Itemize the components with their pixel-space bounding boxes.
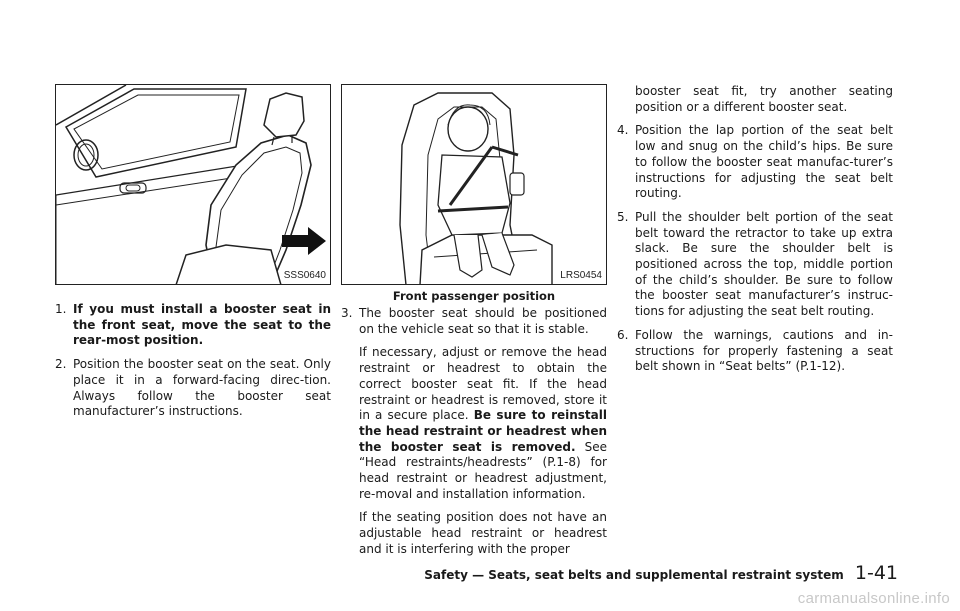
item-number: 1. [55, 302, 67, 316]
item-text: The booster seat should be positioned on the vehicle seat so that it is stable. [359, 306, 607, 336]
paragraph-text: If necessary, adjust or remove the head restraint or headrest to obtain the correct booster seat fit. If the head restraint or headrest is removed, store it in a secure place. [359, 345, 607, 423]
continued-text: booster seat fit, try another seating position or a different booster seat. [635, 84, 893, 114]
item-text: If you must install a booster seat in the front seat, move the seat to the rear-most position. [73, 302, 331, 348]
booster-seat-illustration [341, 84, 607, 285]
item-number: 5. [617, 209, 629, 224]
front-seat-drawing [56, 85, 331, 285]
item-number: 3. [341, 306, 353, 320]
list-item-5 [617, 210, 893, 320]
item-text: Position the booster seat on the seat. Only place it in a forward-facing direc-tion. Always follow the booster seat manufacturer’s instructions. [73, 357, 331, 419]
item-number: 4. [617, 123, 629, 138]
paragraph-text-reference: See “Head restraints/headrests” (P.1-8) for head restraint or headrest adjustment, re-moval and installation information. [359, 439, 607, 501]
figure-caption: Front passenger position [392, 289, 556, 303]
column-3 [617, 84, 893, 383]
figure-code: SSS0640 [283, 270, 326, 281]
column-1 [55, 302, 331, 428]
item-number: 2. [55, 357, 67, 372]
item-number: 6. [617, 327, 629, 342]
section-title: Safety — Seats, seat belts and supplemental restraint system [424, 568, 844, 582]
column-2 [341, 306, 607, 566]
paragraph-head-restraint [341, 345, 607, 502]
page-number: 1-41 [854, 562, 898, 584]
list-item-4 [617, 123, 893, 202]
figure-code: LRS0454 [560, 270, 602, 281]
list-item-6 [617, 328, 893, 375]
item-text: Follow the warnings, cautions and in-structions for properly fastening a seat belt shown in “Seat belts” (P.1-12). [635, 327, 893, 374]
item-text: Pull the shoulder belt portion of the seat belt toward the retractor to take up extra slack. Be sure the shoulder belt is positioned across the top, middle portion of the child’s shoulder. Be sure to follow the booster seat manufacturer’s instruc-tions for adjusting the seat belt routing. [635, 209, 893, 319]
item-text: Position the lap portion of the seat belt low and snug on the child’s hips. Be sure to follow the booster seat manufac-turer’s instructions for adjusting the seat belt routing. [635, 123, 893, 201]
child-booster-drawing [342, 85, 607, 285]
seat-illustration [55, 84, 331, 285]
paragraph-bold-text: Be sure to reinstall the head restraint or headrest when the booster seat is removed. [359, 408, 607, 454]
list-item-2 [55, 357, 331, 420]
watermark: carmanualsonline.info [797, 590, 950, 607]
page-footer [424, 562, 898, 584]
paragraph-no-adjustable-restraint: If the seating position does not have an adjustable head restraint or headrest and it is interfering with the proper [359, 510, 607, 556]
list-item-3 [341, 306, 607, 337]
list-item-1 [55, 302, 331, 349]
